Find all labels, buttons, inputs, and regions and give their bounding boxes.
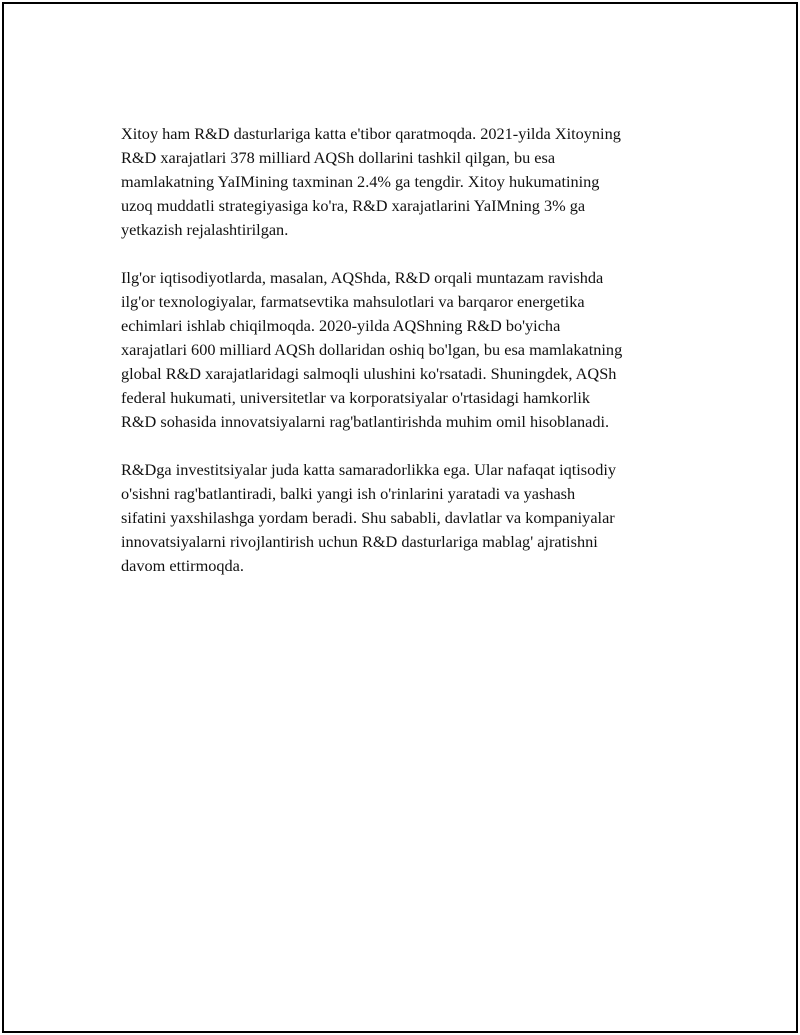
text-line: yetkazish rejalashtirilgan. — [121, 220, 289, 239]
text-line: uzoq muddatli strategiyasiga ko'ra, R&D xarajatlarini YaIMning 3% ga — [121, 196, 586, 215]
text-line: o'sishni rag'batlantiradi, balki yangi ish o'rinlarini yaratadi va yashash — [121, 484, 576, 503]
text-line: Ilg'or iqtisodiyotlarda, masalan, AQShda, R&D orqali muntazam ravishda — [121, 268, 604, 287]
document-body — [121, 122, 701, 602]
text-line: R&Dga investitsiyalar juda katta samaradorlikka ega. Ular nafaqat iqtisodiy — [121, 460, 617, 479]
text-line: ilg'or texnologiyalar, farmatsevtika mahsulotlari va barqaror energetika — [121, 292, 585, 311]
text-line: sifatini yaxshilashga yordam beradi. Shu sababli, davlatlar va kompaniyalar — [121, 508, 615, 527]
paragraph-advanced-economies-rd — [121, 266, 701, 434]
text-line: innovatsiyalarni rivojlantirish uchun R&D dasturlariga mablag' ajratishni — [121, 532, 598, 551]
text-line: mamlakatning YaIMining taxminan 2.4% ga tengdir. Xitoy hukumatining — [121, 172, 600, 191]
text-line: R&D xarajatlari 378 milliard AQSh dollarini tashkil qilgan, bu esa — [121, 148, 556, 167]
text-line: echimlari ishlab chiqilmoqda. 2020-yilda AQShning R&D bo'yicha — [121, 316, 561, 335]
paragraph-rd-investment-benefits — [121, 458, 701, 578]
document-page — [2, 2, 798, 1033]
text-line: R&D sohasida innovatsiyalarni rag'batlantirishda muhim omil hisoblanadi. — [121, 412, 610, 431]
paragraph-china-rd — [121, 122, 701, 242]
text-line: davom ettirmoqda. — [121, 556, 244, 575]
text-line: federal hukumati, universitetlar va korporatsiyalar o'rtasidagi hamkorlik — [121, 388, 591, 407]
text-line: global R&D xarajatlaridagi salmoqli ulushini ko'rsatadi. Shuningdek, AQSh — [121, 364, 617, 383]
text-line: xarajatlari 600 milliard AQSh dollaridan oshiq bo'lgan, bu esa mamlakatning — [121, 340, 623, 359]
text-line: Xitoy ham R&D dasturlariga katta e'tibor qaratmoqda. 2021-yilda Xitoyning — [121, 124, 621, 143]
